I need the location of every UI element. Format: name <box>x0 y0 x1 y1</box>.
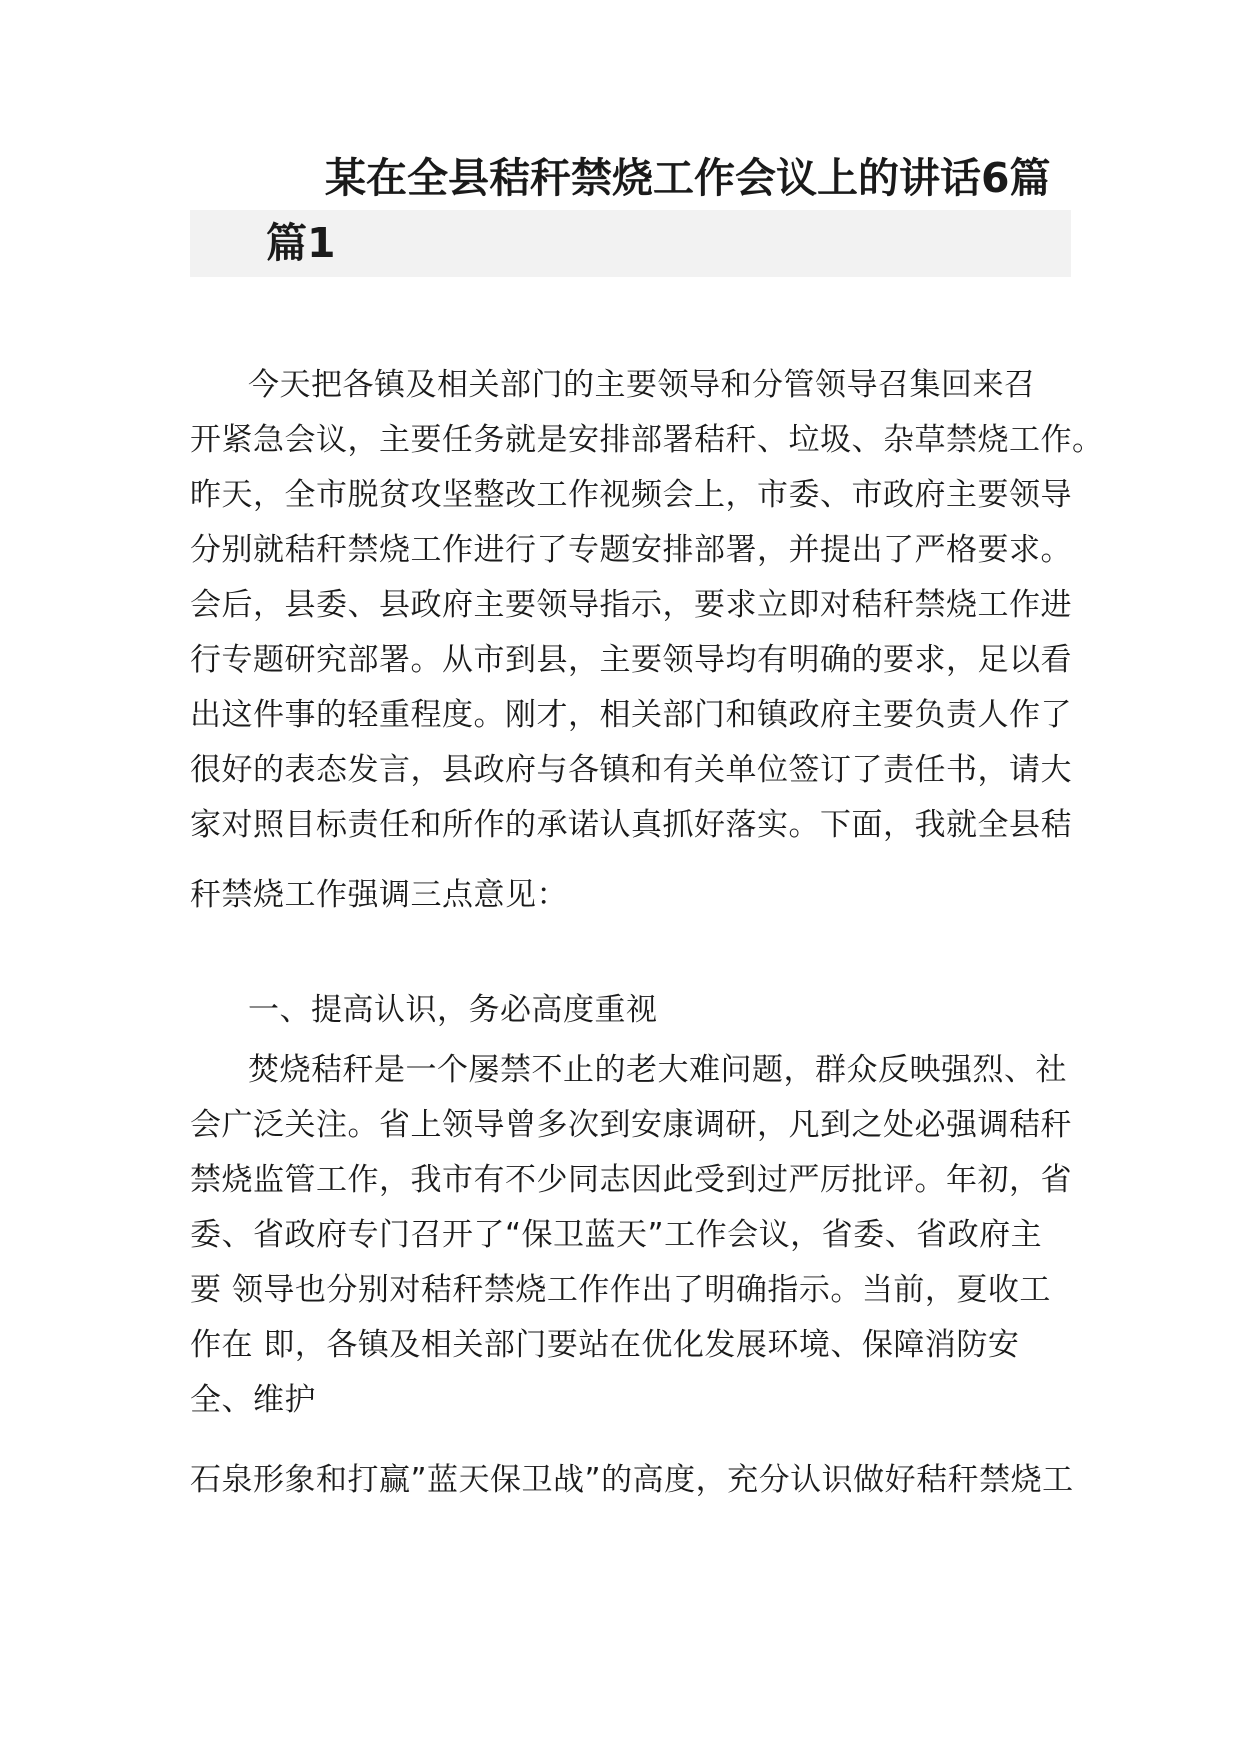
paragraph-line: 会后，县委、县政府主要领导指示，要求立即对秸秆禁烧工作进 <box>190 587 1072 623</box>
paragraph-line: 今天把各镇及相关部门的主要领导和分管领导召集回来召 <box>248 367 1036 403</box>
section-label: 篇1 <box>266 219 336 267</box>
paragraph-line: 会广泛关注。省上领导曾多次到安康调研，凡到之处必强调秸秆 <box>190 1107 1072 1143</box>
document-title: 某在全县秸秆禁烧工作会议上的讲话6篇 <box>325 154 1051 202</box>
paragraph-line: 行专题研究部署。从市到县，主要领导均有明确的要求，足以看 <box>190 642 1072 678</box>
paragraph-line: 委、省政府专门召开了“保卫蓝天”工作会议，省委、省政府主 <box>190 1217 1043 1253</box>
paragraph-line: 禁烧监管工作，我市有不少同志因此受到过严厉批评。年初，省 <box>190 1162 1072 1198</box>
paragraph-line: 开紧急会议，主要任务就是安排部署秸秆、垃圾、杂草禁烧工作。 <box>190 422 1104 458</box>
paragraph-line: 昨天，全市脱贫攻坚整改工作视频会上，市委、市政府主要领导 <box>190 477 1072 513</box>
paragraph-line: 很好的表态发言，县政府与各镇和有关单位签订了责任书，请大 <box>190 752 1072 788</box>
paragraph-line: 家对照目标责任和所作的承诺认真抓好落实。下面，我就全县秸 <box>190 807 1072 843</box>
paragraph-line: 分别就秸秆禁烧工作进行了专题安排部署，并提出了严格要求。 <box>190 532 1072 568</box>
paragraph-line: 焚烧秸秆是一个屡禁不止的老大难问题，群众反映强烈、社 <box>248 1052 1067 1088</box>
paragraph-line: 要 领导也分别对秸秆禁烧工作作出了明确指示。当前，夏收工 <box>190 1272 1051 1308</box>
paragraph-line: 出这件事的轻重程度。刚才，相关部门和镇政府主要负责人作了 <box>190 697 1072 733</box>
paragraph-line: 全、维护 <box>190 1382 316 1418</box>
paragraph-line: 石泉形象和打赢”蓝天保卫战”的高度，充分认识做好秸秆禁烧工 <box>190 1462 1074 1498</box>
section-heading: 一、提高认识，务必高度重视 <box>248 992 658 1028</box>
paragraph-line: 作在 即，各镇及相关部门要站在优化发展环境、保障消防安 <box>190 1327 1020 1363</box>
paragraph-line: 秆禁烧工作强调三点意见： <box>190 877 568 913</box>
